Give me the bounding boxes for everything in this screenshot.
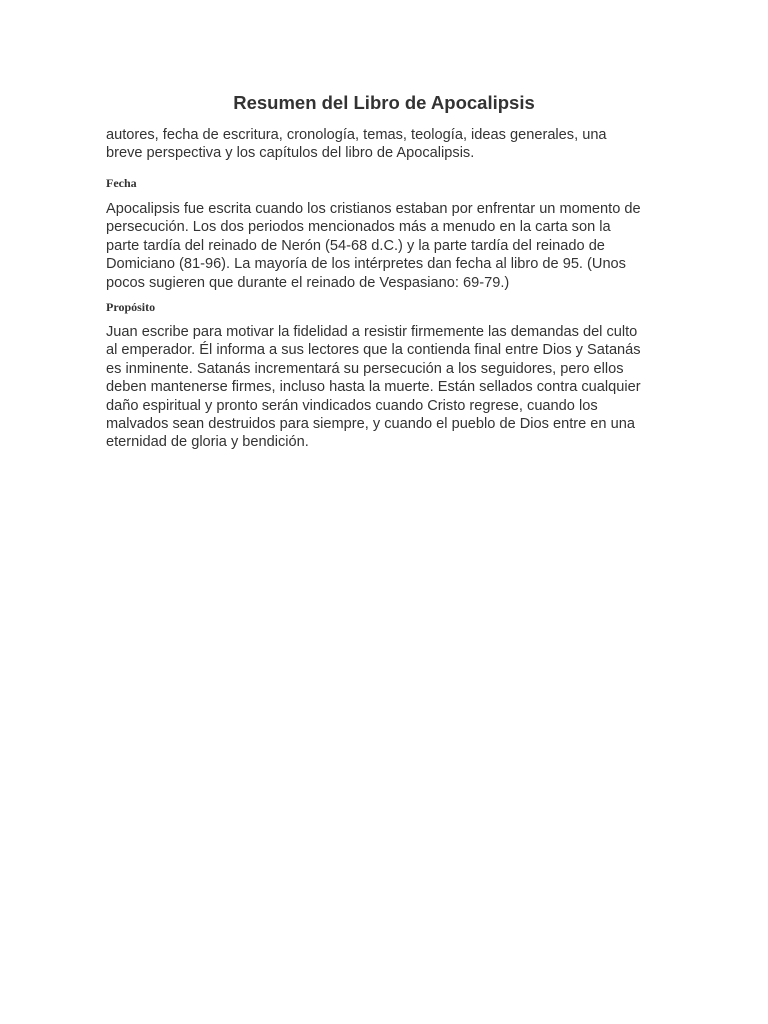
section-body-fecha — [106, 200, 666, 292]
section-body-proposito — [106, 323, 666, 452]
section-heading-fecha: Fecha — [106, 176, 137, 190]
body-line: Apocalipsis fue escrita cuando los cristianos estaban por enfrentar un momento de — [106, 201, 641, 217]
section-heading-proposito: Propósito — [106, 300, 156, 314]
page-title: Resumen del Libro de Apocalipsis — [233, 92, 535, 113]
intro-line: breve perspectiva y los capítulos del libro de Apocalipsis. — [106, 145, 475, 162]
body-line: al emperador. Él informa a sus lectores que la contienda final entre Dios y Satanás — [106, 342, 641, 359]
body-line: daño espiritual y pronto serán vindicados cuando Cristo regrese, cuando los — [106, 397, 598, 414]
body-line: es inminente. Satanás incrementará su persecución a los seguidores, pero ellos — [106, 360, 624, 377]
body-line: parte tardía del reinado de Nerón (54-68 d.C.) y la parte tardía del reinado de — [106, 237, 605, 254]
body-line: persecución. Los dos periodos mencionados más a menudo en la carta son la — [106, 219, 611, 236]
body-line: Juan escribe para motivar la fidelidad a resistir firmemente las demandas del culto — [106, 324, 638, 340]
intro-paragraph — [106, 126, 666, 163]
intro-line: autores, fecha de escritura, cronología, temas, teología, ideas generales, una — [106, 127, 607, 143]
body-line: eternidad de gloria y bendición. — [106, 434, 309, 451]
body-line: pocos sugieren que durante el reinado de Vespasiano: 69-79.) — [106, 274, 510, 291]
body-line: Domiciano (81-96). La mayoría de los intérpretes dan fecha al libro de 95. (Unos — [106, 256, 626, 273]
body-line: malvados sean destruidos para siempre, y cuando el pueblo de Dios entre en una — [106, 416, 635, 433]
body-line: deben mantenerse firmes, incluso hasta la muerte. Están sellados contra cualquier — [106, 379, 641, 396]
